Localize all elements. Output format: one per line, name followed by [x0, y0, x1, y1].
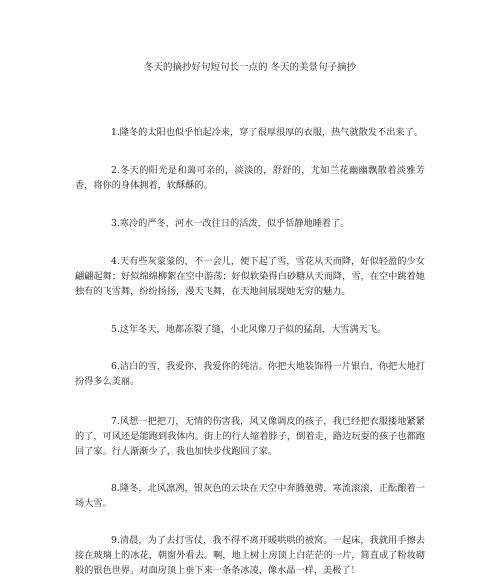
paragraph-1: 1.隆冬的太阳也似乎怕起冷来，穿了很厚很厚的衣服，热气就散发不出来了。 [111, 127, 423, 138]
paragraph-9: 9.清晨，为了去打雪仗，我不得不离开暖哄哄的被窝。一起床，我就用手擦去接在玻璃上的冰花，朝窗外看去。啊，地上树上房顶上白茫茫的一片，简直成了粉妆砌般的银色世界。对面房顶上垂下来一条条冰凌，像水晶一样，美极了！ [75, 535, 425, 576]
paragraph-3: 3.寒冷的严冬，河水一改往日的活泼，似乎恬静地睡着了。 [111, 218, 350, 229]
paragraph-6: 6.洁白的雪，我爱你，我爱你的纯洁。你把大地装饰得一片银白，你把大地打扮得多么美丽。 [75, 361, 425, 387]
paragraph-7: 7.风想一把把刀，无情的伤害我，风又像调皮的孩子，我已经把衣服搂地紧紧的了，可风还是能跑到我体内。街上的行人缩着脖子，倒着走，路边玩耍的孩子也都跑回了家。行人渐渐少了，我也加快步伐跑回了家。 [75, 416, 425, 457]
page-title: 冬天的摘抄好句短句长一点的 冬天的美景句子摘抄 [143, 62, 357, 73]
paragraph-5: 5.这年冬天，地都冻裂了缝，小北风像刀子似的猛刮，大雪满天飞。 [111, 324, 387, 335]
paragraph-2: 2.冬天的阳光是和蔼可亲的，淡淡的，舒舒的，尤如兰花幽幽飘散着淡雅芳香，将你的身体拥着，软酥酥的。 [75, 165, 425, 191]
paragraph-4: 4.天有些灰蒙蒙的，不一会儿，便下起了雪，雪花从天而降，好似轻盈的少女翩翩起舞；好似绵绵柳絮在空中游荡；好似软染得白砂糖从天而降，雪，在空中跳着她独有的飞雪舞，纷纷扬扬，漫天飞舞，在天地间展现她无穷的魅力。 [75, 256, 425, 297]
paragraph-8: 8.隆冬，北风凛冽，银灰色的云块在天空中奔腾驰骋，寒流滚滚，正酝酿着一场大雪。 [75, 483, 425, 509]
